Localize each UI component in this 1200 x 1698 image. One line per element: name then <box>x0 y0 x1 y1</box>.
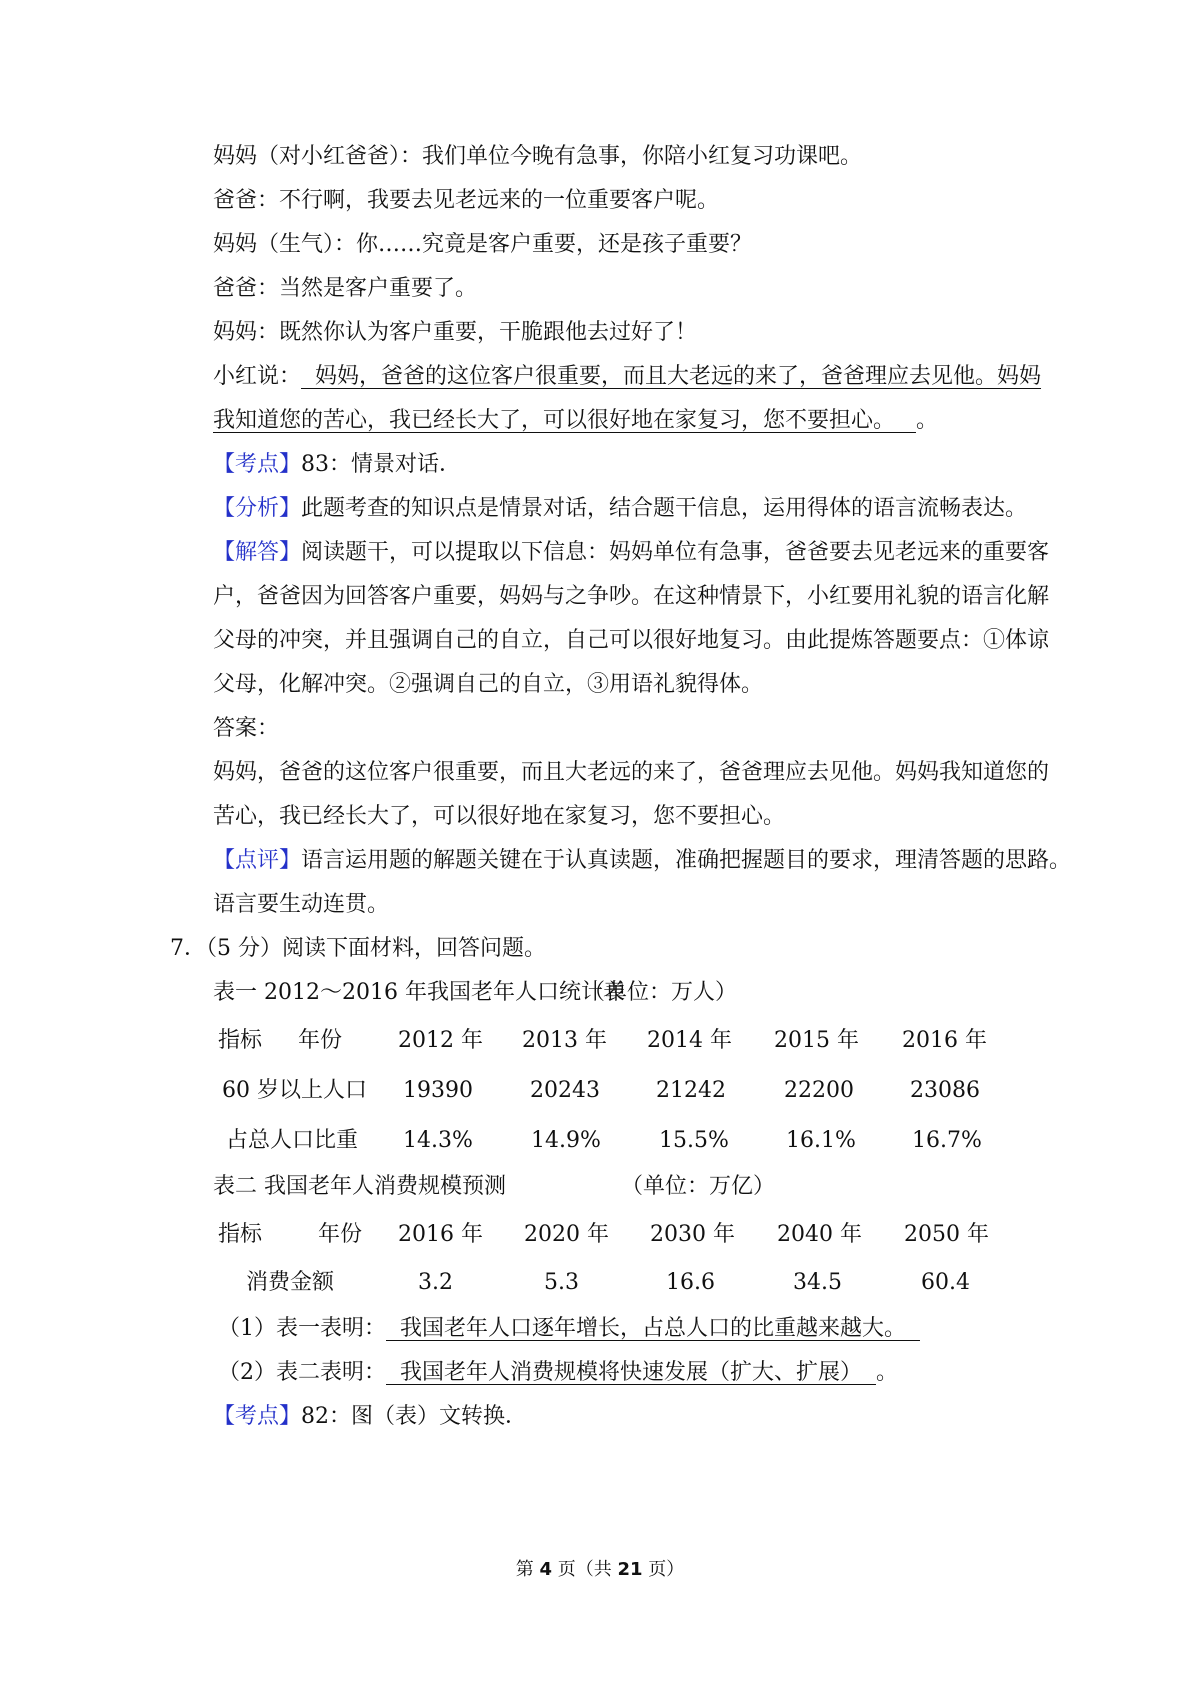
table-2-header-cell: 年份 <box>318 1222 363 1247</box>
table-1-header-cell: 2012 年 <box>398 1028 483 1053</box>
answer-label: 答案： <box>213 716 280 741</box>
table-2-unit: （单位：万亿） <box>621 1174 776 1199</box>
dianping-text-1: 语言运用题的解题关键在于认真读题，准确把握题目的要求，理清答题的思路。 <box>301 848 1072 873</box>
q6-jieda-line-4: 父母，化解冲突。②强调自己的自立，③用语礼貌得体。 <box>213 672 764 697</box>
table-1-header-cell: 指标 <box>218 1028 263 1053</box>
table-2-header-cell: 2020 年 <box>524 1222 609 1247</box>
xiaohong-label: 小红说： <box>213 364 302 389</box>
q7-answer-2-text: 我国老年人消费规模将快速发展（扩大、扩展） <box>386 1360 876 1385</box>
q6-jieda-line-1 <box>213 538 1049 568</box>
fenxi-tag: 【分析】 <box>213 496 302 521</box>
table-1-title: 表一 2012～2016 年我国老年人口统计表 <box>213 980 625 1005</box>
q7-kaodian <box>213 1402 527 1432</box>
table-2-header-cell: 2016 年 <box>398 1222 483 1247</box>
table-2-cell: 16.6 <box>666 1270 715 1295</box>
xiaohong-answer-line-2 <box>213 406 938 436</box>
table-1-cell: 22200 <box>784 1078 854 1103</box>
q7-answer-2 <box>218 1358 898 1388</box>
jieda-tag: 【解答】 <box>213 540 302 565</box>
question-7-stem: 7．（5 分）阅读下面材料，回答问题。 <box>170 936 546 961</box>
kaodian-tag: 【考点】 <box>213 452 302 477</box>
table-2-title: 表二 我国老年人消费规模预测 <box>213 1174 506 1199</box>
footer-total-pages: 21 <box>617 1559 643 1580</box>
xiaohong-answer-part-2: 我知道您的苦心，我已经长大了，可以很好地在家复习，您不要担心。 <box>213 408 916 433</box>
footer-suffix: 页） <box>642 1559 685 1580</box>
table-1-cell: 16.1% <box>786 1128 856 1153</box>
answer-line-2: 苦心，我已经长大了，可以很好地在家复习，您不要担心。 <box>213 804 786 829</box>
table-1-cell: 15.5% <box>659 1128 729 1153</box>
q6-jieda-line-2: 户，爸爸因为回答客户重要，妈妈与之争吵。在这种情景下，小红要用礼貌的语言化解 <box>213 584 1050 609</box>
table-1-header-cell: 年份 <box>298 1028 343 1053</box>
table-1-header-cell: 2013 年 <box>522 1028 607 1053</box>
table-2-header-cell: 2030 年 <box>650 1222 735 1247</box>
dialogue-line-1: 妈妈（对小红爸爸）：我们单位今晚有急事，你陪小红复习功课吧。 <box>213 144 863 169</box>
q6-dianping-line-2: 语言要生动连贯。 <box>213 892 390 917</box>
q6-dianping-line-1 <box>213 846 1071 876</box>
table-1-cell: 16.7% <box>912 1128 982 1153</box>
jieda-text-1: 阅读题干，可以提取以下信息：妈妈单位有急事，爸爸要去见老远来的重要客 <box>301 540 1050 565</box>
table-1-cell: 23086 <box>910 1078 980 1103</box>
table-1-row-label: 占总人口比重 <box>226 1128 359 1153</box>
table-1-cell: 14.9% <box>531 1128 601 1153</box>
q6-jieda-line-3: 父母的冲突，并且强调自己的自立，自己可以很好地复习。由此提炼答题要点：①体谅 <box>213 628 1050 653</box>
dialogue-line-2: 爸爸：不行啊，我要去见老远来的一位重要客户呢。 <box>213 188 720 213</box>
xiaohong-answer-end: 。 <box>915 408 938 433</box>
q7-answer-1-text: 我国老年人口逐年增长，占总人口的比重越来越大。 <box>386 1316 920 1341</box>
table-2-cell: 3.2 <box>418 1270 453 1295</box>
table-2-header-cell: 2050 年 <box>904 1222 989 1247</box>
kaodian-text: 83：情景对话． <box>301 452 462 477</box>
q7-answer-2-end: 。 <box>875 1360 898 1385</box>
dialogue-line-3: 妈妈（生气）：你……究竟是客户重要，还是孩子重要？ <box>213 232 753 257</box>
table-1-header-cell: 2015 年 <box>774 1028 859 1053</box>
q7-kaodian-tag: 【考点】 <box>213 1404 302 1429</box>
table-1-cell: 19390 <box>403 1078 473 1103</box>
table-2-cell: 60.4 <box>921 1270 970 1295</box>
xiaohong-answer-line-1 <box>213 362 1041 392</box>
table-1-cell: 14.3% <box>403 1128 473 1153</box>
footer-middle: 页（共 <box>552 1559 618 1580</box>
table-2-header-cell: 2040 年 <box>777 1222 862 1247</box>
table-2-header-cell: 指标 <box>218 1222 263 1247</box>
table-2-cell: 5.3 <box>544 1270 579 1295</box>
q7-answer-2-label: （2）表二表明： <box>218 1360 386 1385</box>
table-2-cell: 34.5 <box>793 1270 842 1295</box>
page-footer <box>0 1558 1200 1582</box>
answer-line-1: 妈妈，爸爸的这位客户很重要，而且大老远的来了，爸爸理应去见他。妈妈我知道您的 <box>213 760 1050 785</box>
q7-kaodian-text: 82：图（表）文转换． <box>301 1404 528 1429</box>
table-1-unit: （单位：万人） <box>583 980 738 1005</box>
table-2-row-label: 消费金额 <box>246 1270 335 1295</box>
table-1-row-label: 60 岁以上人口 <box>222 1078 367 1103</box>
q6-kaodian <box>213 450 461 480</box>
table-1-header-cell: 2014 年 <box>647 1028 732 1053</box>
dianping-tag: 【点评】 <box>213 848 302 873</box>
footer-prefix: 第 <box>515 1559 540 1580</box>
table-1-cell: 20243 <box>530 1078 600 1103</box>
table-1-cell: 21242 <box>656 1078 726 1103</box>
dialogue-line-5: 妈妈：既然你认为客户重要，干脆跟他去过好了！ <box>213 320 698 345</box>
dialogue-line-4: 爸爸：当然是客户重要了。 <box>213 276 478 301</box>
table-1-header-cell: 2016 年 <box>902 1028 987 1053</box>
fenxi-text: 此题考查的知识点是情景对话，结合题干信息，运用得体的语言流畅表达。 <box>301 496 1028 521</box>
q7-answer-1-label: （1）表一表明： <box>218 1316 386 1341</box>
footer-page-number: 4 <box>539 1559 552 1580</box>
q6-fenxi <box>213 494 1027 524</box>
xiaohong-answer-part-1: 妈妈，爸爸的这位客户很重要，而且大老远的来了，爸爸理应去见他。妈妈 <box>301 364 1042 389</box>
q7-answer-1 <box>218 1314 920 1344</box>
